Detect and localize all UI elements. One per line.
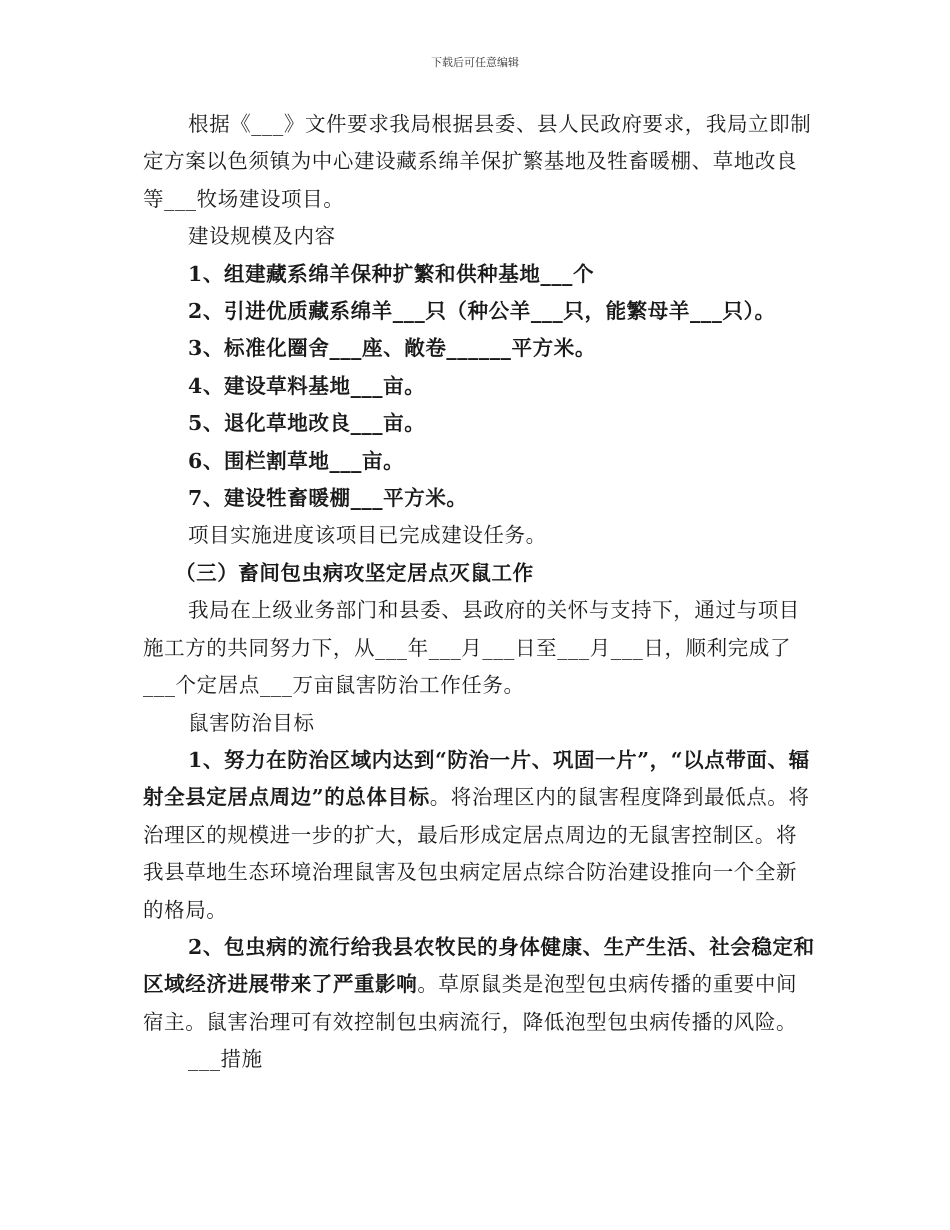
goal-2-text: 。草原鼠类是泡型包虫病传播的重要中间宿主。鼠害治理可有效控制包虫病流行，降低泡型包虫病传播的风险。 (143, 972, 798, 1034)
paragraph-rodent-work: 我局在上级业务部门和县委、县政府的关怀与支持下，通过与项目施工方的共同努力下，从___年___月___日至___月___日，顺利完成了___个定居点___万亩鼠害防治工作任务。 (143, 598, 800, 698)
paragraph-progress: 项目实施进度该项目已完成建设任务。 (188, 523, 547, 548)
list-item: 7、建设牲畜暖棚___平方米。 (188, 486, 468, 511)
goal-2-bold: 2、包虫病的流行给我县农牧民的身体健康、生产生活、社会稳定和区域经济进展带来了严重影响 (143, 934, 815, 997)
document-body (143, 106, 815, 1079)
page-header: 下载后可任意编辑 (431, 56, 519, 69)
heading-goals: 鼠害防治目标 (188, 710, 315, 735)
list-item: 4、建设草料基地___亩。 (188, 373, 426, 398)
list-item: 1、组建藏系绵羊保种扩繁和供种基地___个 (188, 261, 595, 286)
heading-measures: ___措施 (188, 1047, 263, 1072)
goal-1-bold: 1、努力在防治区域内达到“防治一片、巩固一片”，“以点带面、辐射全县定居点周边”的总体目标 (143, 747, 810, 810)
list-item: 6、围栏割草地___亩。 (188, 448, 405, 473)
paragraph-goal-1 (143, 742, 815, 929)
list-item: 5、退化草地改良___亩。 (188, 411, 426, 436)
goal-1-text: 。将治理区内的鼠害程度降到最低点。将治理区的规模进一步的扩大，最后形成定居点周边的无鼠害控制区。将我县草地生态环境治理鼠害及包虫病定居点综合防治建设推向一个全新的格局。 (143, 785, 810, 922)
section-heading: （三）畜间包虫病攻坚定居点灭鼠工作 (175, 560, 534, 585)
paragraph-goal-2 (143, 929, 815, 1041)
heading-scale: 建设规模及内容 (188, 224, 336, 249)
paragraph-intro: 根据《___》文件要求我局根据县委、县人民政府要求，我局立即制定方案以色须镇为中心建设藏系绵羊保扩繁基地及牲畜暖棚、草地改良等___牧场建设项目。 (143, 112, 812, 211)
list-item: 2、引进优质藏系绵羊___只（种公羊___只，能繁母羊___只）。 (188, 299, 776, 324)
list-item: 3、标准化圈舍___座、敞卷______平方米。 (188, 336, 596, 361)
